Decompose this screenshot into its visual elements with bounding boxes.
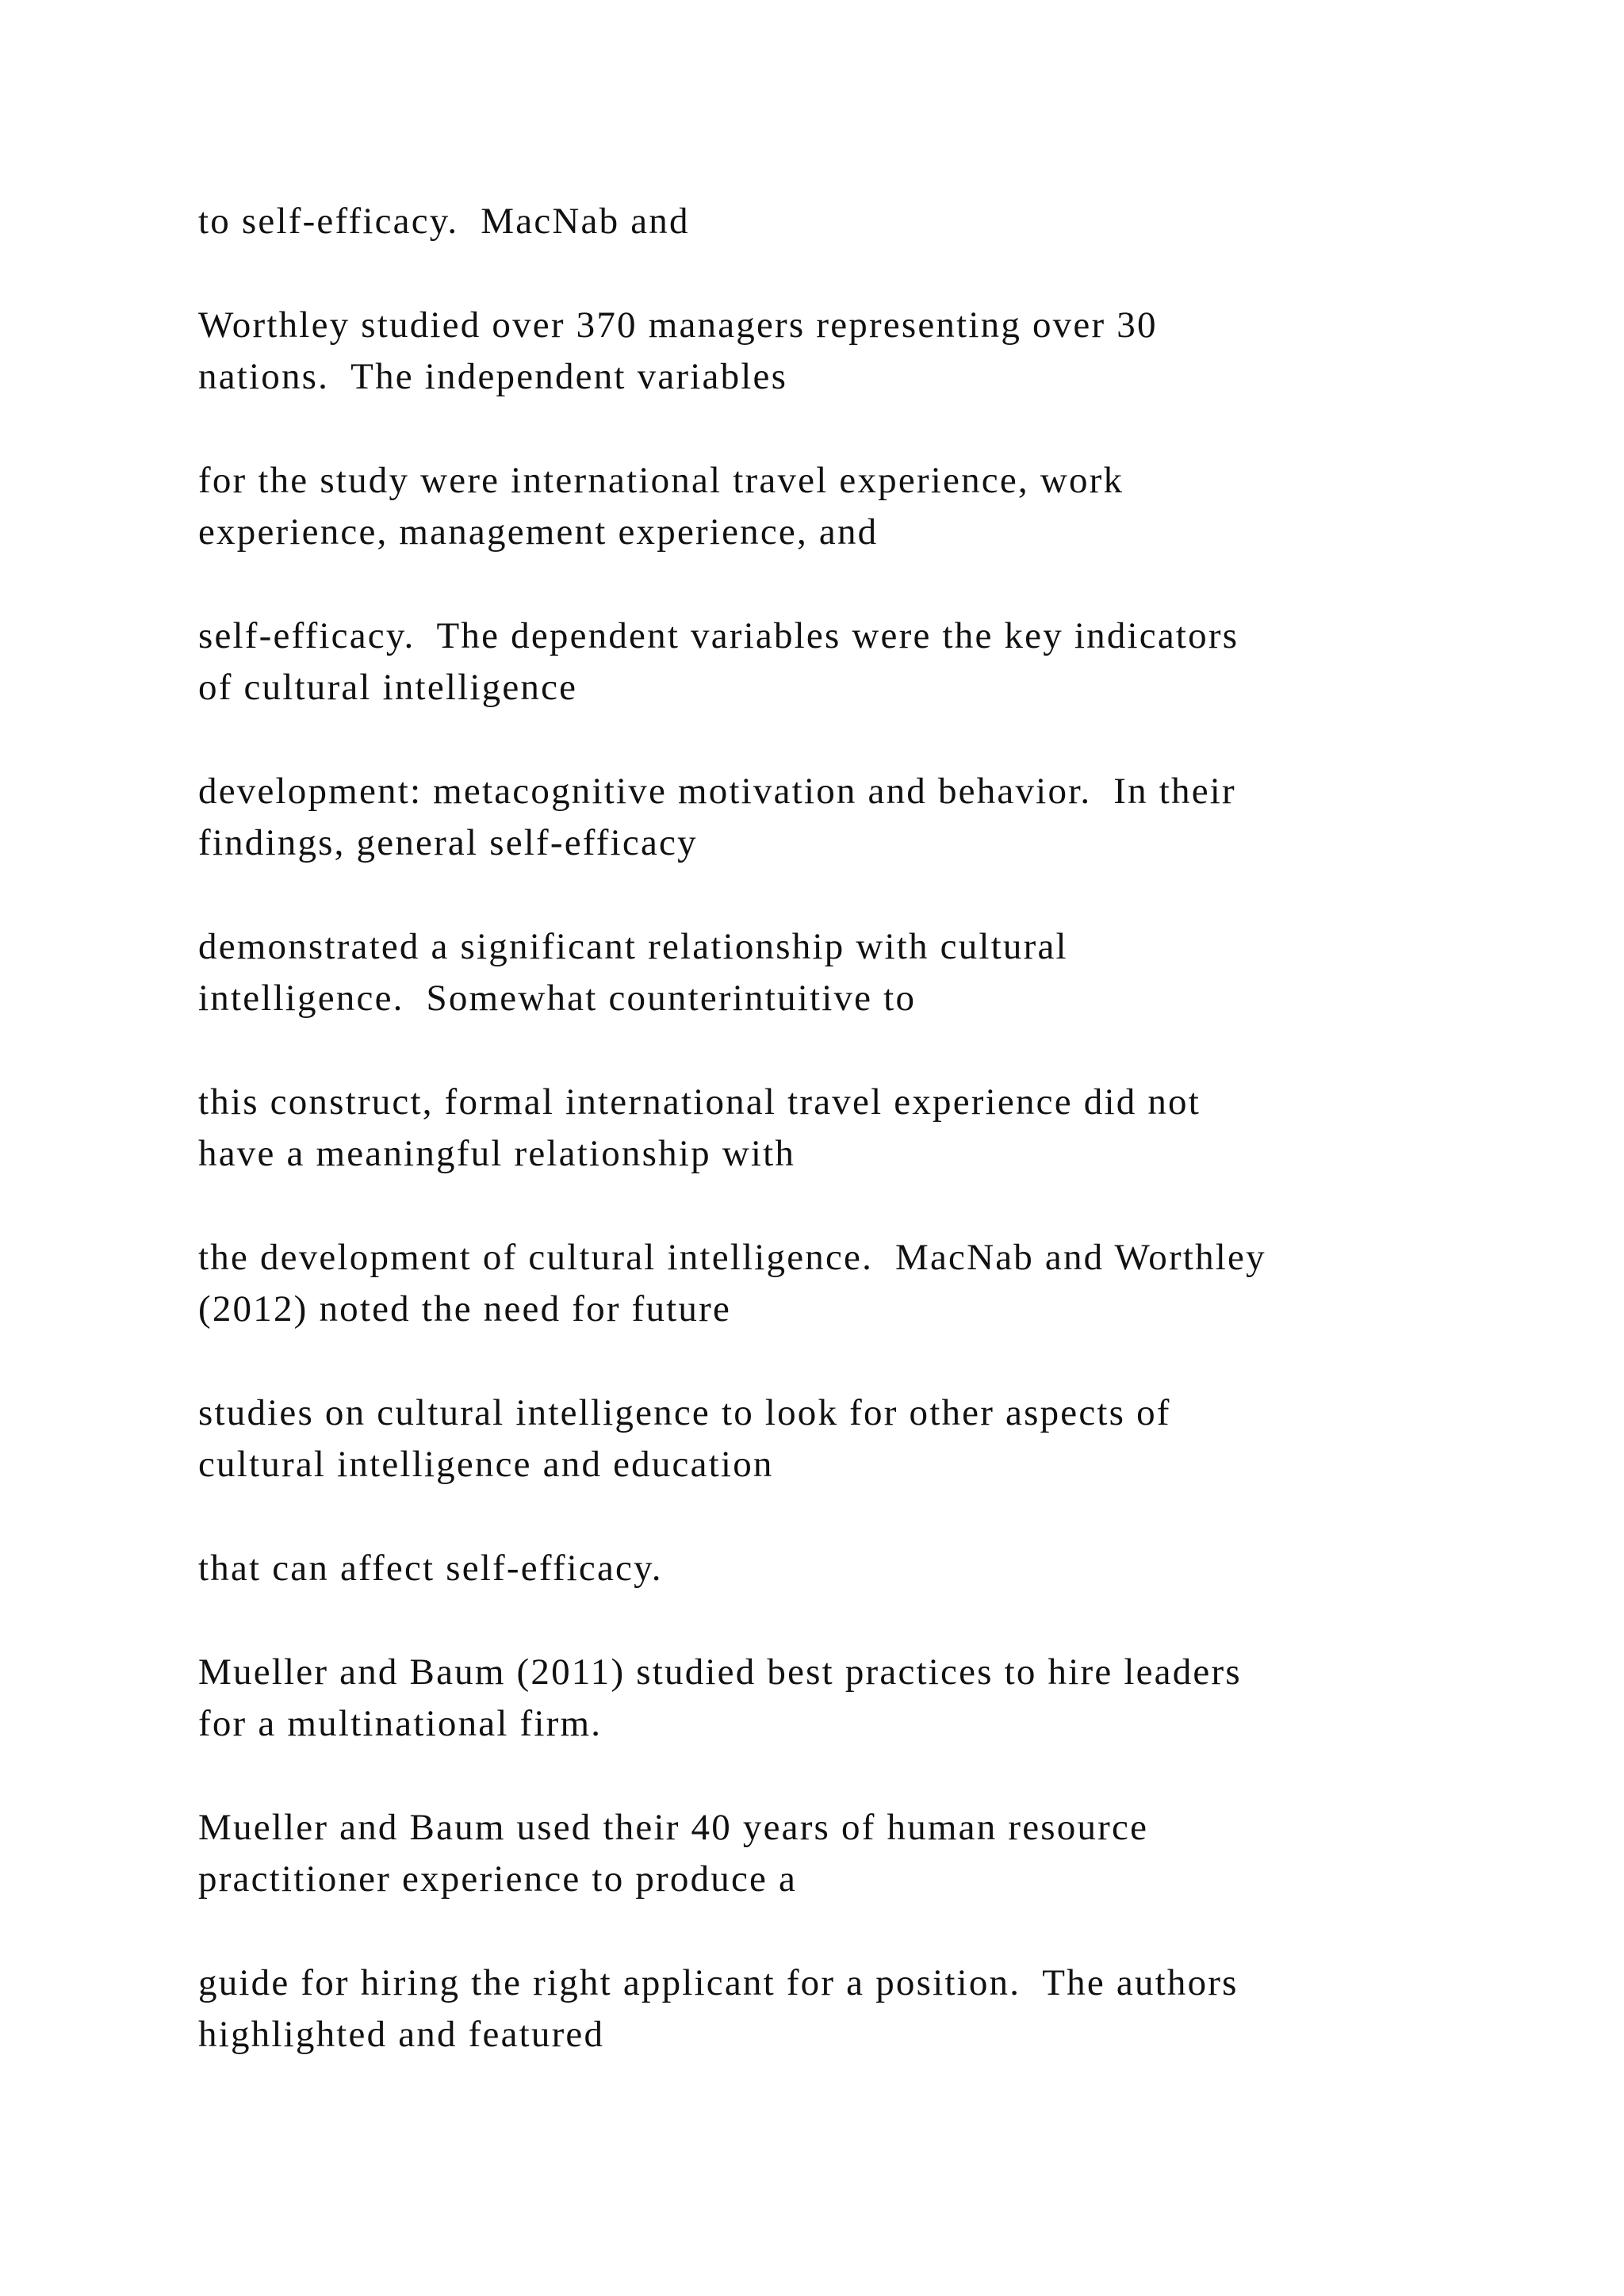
text-line: Worthley studied over 370 managers representing over 30 — [198, 304, 1158, 346]
text-line: intelligence. Somewhat counterintuitive to — [198, 978, 917, 1019]
text-line: this construct, formal international travel experience did not — [198, 1081, 1201, 1123]
text-line: practitioner experience to produce a — [198, 1858, 798, 1900]
text-line: guide for hiring the right applicant for a position. The authors — [198, 1962, 1239, 2003]
text-line: Mueller and Baum used their 40 years of human resource — [198, 1807, 1149, 1848]
text-line: for the study were international travel experience, work — [198, 460, 1124, 501]
paragraph — [198, 921, 1546, 1024]
text-line: demonstrated a significant relationship with cultural — [198, 926, 1068, 967]
text-line: cultural intelligence and education — [198, 1444, 774, 1485]
text-line: to self-efficacy. MacNab and — [198, 201, 690, 242]
text-line: nations. The independent variables — [198, 356, 788, 397]
text-line: for a multinational firm. — [198, 1703, 603, 1744]
text-line: have a meaningful relationship with — [198, 1133, 796, 1174]
paragraph — [198, 300, 1546, 403]
body-text — [198, 196, 1546, 2113]
text-line: studies on cultural intelligence to look for other aspects of — [198, 1392, 1171, 1433]
paragraph — [198, 196, 1546, 247]
text-line: findings, general self-efficacy — [198, 822, 698, 863]
text-line: Mueller and Baum (2011) studied best practices to hire leaders — [198, 1651, 1242, 1693]
text-line: (2012) noted the need for future — [198, 1288, 732, 1330]
paragraph — [198, 1387, 1546, 1490]
paragraph — [198, 610, 1546, 714]
text-line: development: metacognitive motivation and behavior. In their — [198, 771, 1236, 812]
paragraph — [198, 1957, 1546, 2061]
paragraph — [198, 1802, 1546, 1905]
text-line: highlighted and featured — [198, 2014, 605, 2055]
paragraph — [198, 455, 1546, 558]
paragraph — [198, 1647, 1546, 1750]
paragraph — [198, 1232, 1546, 1335]
text-line: the development of cultural intelligence. MacNab and Worthley — [198, 1237, 1266, 1278]
text-line: experience, management experience, and — [198, 511, 879, 553]
text-line: of cultural intelligence — [198, 667, 578, 708]
paragraph — [198, 1543, 1546, 1594]
paragraph — [198, 766, 1546, 869]
paragraph — [198, 1077, 1546, 1180]
text-line: self-efficacy. The dependent variables were the key indicators — [198, 615, 1239, 656]
text-line: that can affect self-efficacy. — [198, 1548, 663, 1589]
